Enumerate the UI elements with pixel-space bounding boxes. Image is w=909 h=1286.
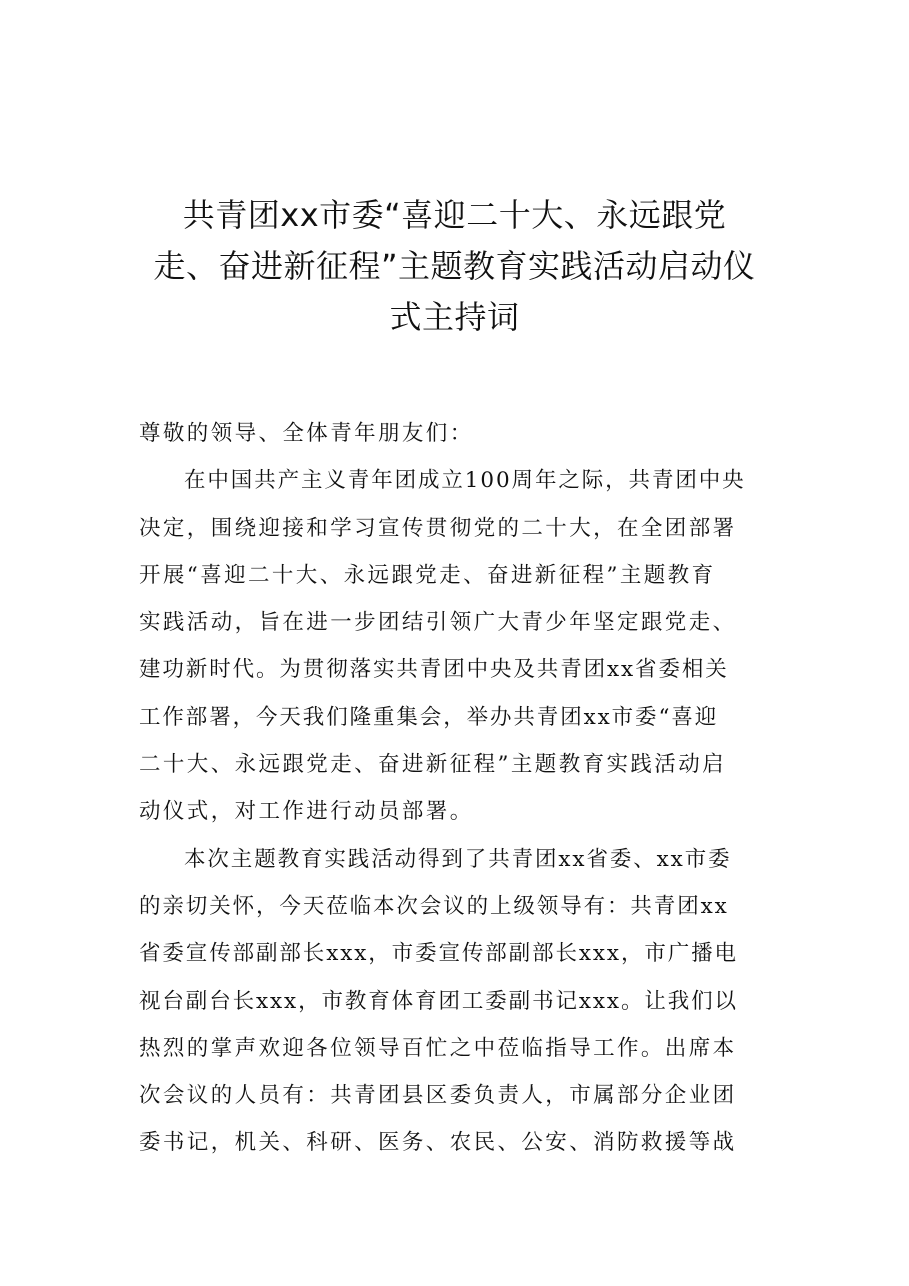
- paragraph2-line: 的亲切关怀，今天莅临本次会议的上级领导有：共青团xx: [139, 893, 729, 919]
- paragraph1-line: 决定，围绕迎接和学习宣传贯彻党的二十大，在全团部署: [139, 515, 737, 541]
- title-line: 走、奋进新征程”主题教育实践活动启动仪: [153, 247, 756, 285]
- paragraph2-line: 热烈的掌声欢迎各位领导百忙之中莅临指导工作。出席本: [139, 1035, 737, 1061]
- paragraph1-line: 实践活动，旨在进一步团结引领广大青少年坚定跟党走、: [139, 610, 737, 636]
- paragraph2-line: 委书记，机关、科研、医务、农民、公安、消防救援等战: [139, 1130, 737, 1156]
- paragraph2-line: 省委宣传部副部长xxx，市委宣传部副部长xxx，市广播电: [139, 941, 738, 967]
- paragraph1-line: 开展“喜迎二十大、永远跟党走、奋进新征程”主题教育: [139, 562, 716, 588]
- paragraph2-line: 本次主题教育实践活动得到了共青团xx省委、xx市委: [184, 846, 732, 872]
- paragraph1-line: 动仪式，对工作进行动员部署。: [139, 799, 474, 825]
- paragraph1-line: 在中国共产主义青年团成立100周年之际，共青团中央: [184, 468, 746, 494]
- paragraph1-line: 二十大、永远跟党走、奋进新征程”主题教育实践活动启: [139, 752, 726, 778]
- document-body: [139, 410, 774, 1167]
- document-title: [120, 190, 789, 343]
- paragraph2-line: 视台副台长xxx，市教育体育团工委副书记xxx。让我们以: [139, 988, 738, 1014]
- salutation: 尊敬的领导、全体青年朋友们：: [139, 421, 474, 446]
- paragraph2-line: 次会议的人员有：共青团县区委负责人，市属部分企业团: [139, 1083, 737, 1109]
- paragraph1-line: 建功新时代。为贯彻落实共青团中央及共青团xx省委相关: [139, 657, 729, 683]
- title-line: 共青团xx市委“喜迎二十大、永远跟党: [182, 196, 727, 234]
- title-line: 式主持词: [389, 298, 520, 336]
- paragraph1-line: 工作部署，今天我们隆重集会，举办共青团xx市委“喜迎: [139, 704, 719, 730]
